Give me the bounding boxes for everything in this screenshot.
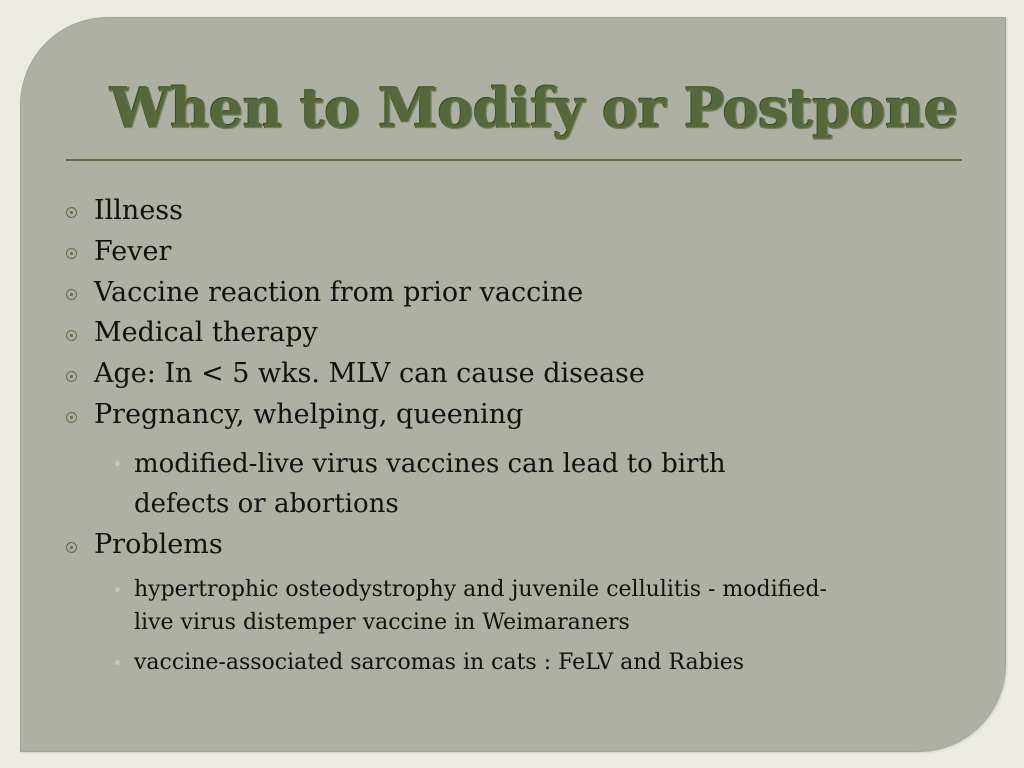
- sub-bullet-line: live virus distemper vaccine in Weimaraners: [134, 610, 630, 635]
- circle-bullet-icon: [66, 412, 77, 423]
- sub-bullet-line: vaccine-associated sarcomas in cats : FeLV and Rabies: [134, 650, 745, 675]
- bullet-item: Problems: [94, 529, 223, 560]
- dot-bullet-icon: [115, 461, 120, 466]
- bullet-item: Vaccine reaction from prior vaccine: [94, 277, 584, 308]
- circle-bullet-icon: [66, 330, 77, 341]
- bullet-item: Medical therapy: [94, 317, 318, 348]
- sub-bullet-line: defects or abortions: [134, 489, 399, 519]
- sub-bullet-line: hypertrophic osteodystrophy and juvenile cellulitis - modified-: [134, 577, 827, 602]
- bullet-item: Pregnancy, whelping, queening: [94, 399, 524, 430]
- bullet-item: Fever: [94, 236, 172, 267]
- circle-bullet-icon: [66, 248, 77, 259]
- circle-bullet-icon: [66, 542, 77, 553]
- title-divider: [66, 159, 962, 161]
- circle-bullet-icon: [66, 371, 77, 382]
- slide-title: When to Modify or Postpone: [110, 76, 958, 140]
- bullet-item: Illness: [94, 195, 184, 226]
- circle-bullet-icon: [66, 289, 77, 300]
- bullet-item: Age: In < 5 wks. MLV can cause disease: [94, 358, 645, 389]
- sub-bullet-line: modified-live virus vaccines can lead to birth: [134, 449, 726, 479]
- circle-bullet-icon: [66, 207, 77, 218]
- dot-bullet-icon: [115, 587, 120, 592]
- dot-bullet-icon: [115, 660, 120, 665]
